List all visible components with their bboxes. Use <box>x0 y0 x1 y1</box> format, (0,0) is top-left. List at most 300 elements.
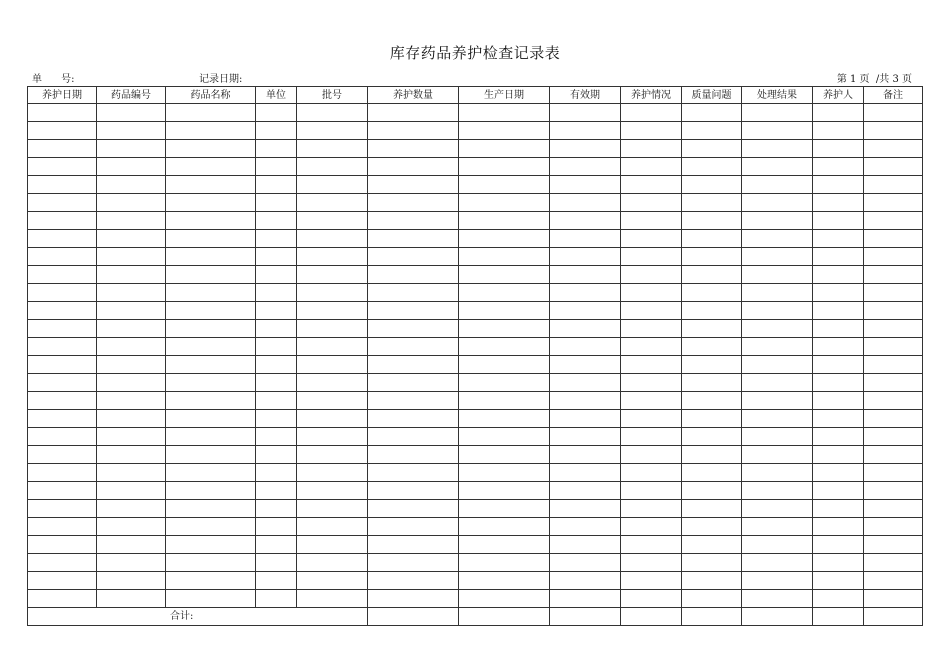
table-cell[interactable] <box>813 572 864 590</box>
table-cell[interactable] <box>97 554 166 572</box>
table-cell[interactable] <box>813 536 864 554</box>
table-cell[interactable] <box>166 140 256 158</box>
table-cell[interactable] <box>864 572 923 590</box>
table-cell[interactable] <box>256 176 297 194</box>
table-cell[interactable] <box>256 320 297 338</box>
table-cell[interactable] <box>459 446 550 464</box>
table-cell[interactable] <box>813 464 864 482</box>
table-cell[interactable] <box>256 140 297 158</box>
table-cell[interactable] <box>166 374 256 392</box>
table-cell[interactable] <box>864 536 923 554</box>
table-cell[interactable] <box>682 428 742 446</box>
table-cell[interactable] <box>28 410 97 428</box>
table-cell[interactable] <box>297 590 368 608</box>
table-cell[interactable] <box>297 140 368 158</box>
table-cell[interactable] <box>742 320 813 338</box>
table-cell[interactable] <box>368 122 459 140</box>
table-cell[interactable] <box>297 194 368 212</box>
table-cell[interactable] <box>256 302 297 320</box>
table-cell[interactable] <box>256 392 297 410</box>
table-cell[interactable] <box>813 212 864 230</box>
table-cell[interactable] <box>813 374 864 392</box>
total-cell[interactable] <box>682 608 742 626</box>
table-cell[interactable] <box>256 284 297 302</box>
table-cell[interactable] <box>813 248 864 266</box>
table-cell[interactable] <box>28 158 97 176</box>
table-cell[interactable] <box>550 356 621 374</box>
table-cell[interactable] <box>256 428 297 446</box>
table-cell[interactable] <box>28 176 97 194</box>
table-cell[interactable] <box>682 536 742 554</box>
table-cell[interactable] <box>459 392 550 410</box>
table-cell[interactable] <box>297 266 368 284</box>
total-cell[interactable] <box>742 608 813 626</box>
table-cell[interactable] <box>864 500 923 518</box>
table-cell[interactable] <box>813 500 864 518</box>
table-cell[interactable] <box>166 338 256 356</box>
table-cell[interactable] <box>621 590 682 608</box>
table-cell[interactable] <box>297 230 368 248</box>
table-cell[interactable] <box>28 122 97 140</box>
table-cell[interactable] <box>297 158 368 176</box>
table-cell[interactable] <box>550 446 621 464</box>
table-cell[interactable] <box>550 320 621 338</box>
table-cell[interactable] <box>166 446 256 464</box>
table-cell[interactable] <box>297 320 368 338</box>
table-cell[interactable] <box>550 248 621 266</box>
table-cell[interactable] <box>97 320 166 338</box>
table-cell[interactable] <box>459 482 550 500</box>
table-cell[interactable] <box>97 482 166 500</box>
table-cell[interactable] <box>550 158 621 176</box>
table-cell[interactable] <box>28 518 97 536</box>
table-cell[interactable] <box>97 284 166 302</box>
table-cell[interactable] <box>256 356 297 374</box>
table-cell[interactable] <box>97 518 166 536</box>
table-cell[interactable] <box>864 320 923 338</box>
table-cell[interactable] <box>550 590 621 608</box>
table-cell[interactable] <box>297 302 368 320</box>
table-cell[interactable] <box>297 500 368 518</box>
table-cell[interactable] <box>682 230 742 248</box>
table-cell[interactable] <box>368 590 459 608</box>
table-cell[interactable] <box>742 374 813 392</box>
table-cell[interactable] <box>97 158 166 176</box>
table-cell[interactable] <box>621 500 682 518</box>
table-cell[interactable] <box>368 338 459 356</box>
table-cell[interactable] <box>256 122 297 140</box>
table-cell[interactable] <box>256 590 297 608</box>
table-cell[interactable] <box>864 554 923 572</box>
table-cell[interactable] <box>550 338 621 356</box>
total-cell[interactable] <box>459 608 550 626</box>
table-cell[interactable] <box>550 140 621 158</box>
table-cell[interactable] <box>166 500 256 518</box>
table-cell[interactable] <box>864 338 923 356</box>
table-cell[interactable] <box>742 248 813 266</box>
table-cell[interactable] <box>682 212 742 230</box>
table-cell[interactable] <box>621 122 682 140</box>
table-cell[interactable] <box>459 140 550 158</box>
table-cell[interactable] <box>621 104 682 122</box>
table-cell[interactable] <box>28 464 97 482</box>
table-cell[interactable] <box>864 194 923 212</box>
table-cell[interactable] <box>742 104 813 122</box>
table-cell[interactable] <box>682 248 742 266</box>
table-cell[interactable] <box>813 482 864 500</box>
table-cell[interactable] <box>682 572 742 590</box>
table-cell[interactable] <box>166 194 256 212</box>
table-cell[interactable] <box>550 500 621 518</box>
table-cell[interactable] <box>97 212 166 230</box>
table-cell[interactable] <box>742 338 813 356</box>
table-cell[interactable] <box>682 500 742 518</box>
table-cell[interactable] <box>368 410 459 428</box>
table-cell[interactable] <box>682 284 742 302</box>
table-cell[interactable] <box>742 446 813 464</box>
table-cell[interactable] <box>813 392 864 410</box>
table-cell[interactable] <box>28 374 97 392</box>
table-cell[interactable] <box>256 464 297 482</box>
table-cell[interactable] <box>682 518 742 536</box>
table-cell[interactable] <box>166 392 256 410</box>
table-cell[interactable] <box>550 104 621 122</box>
table-cell[interactable] <box>621 302 682 320</box>
table-cell[interactable] <box>97 140 166 158</box>
table-cell[interactable] <box>550 572 621 590</box>
table-cell[interactable] <box>682 554 742 572</box>
table-cell[interactable] <box>742 158 813 176</box>
table-cell[interactable] <box>459 410 550 428</box>
table-cell[interactable] <box>813 356 864 374</box>
table-cell[interactable] <box>459 500 550 518</box>
table-cell[interactable] <box>28 392 97 410</box>
table-cell[interactable] <box>621 482 682 500</box>
table-cell[interactable] <box>97 356 166 374</box>
table-cell[interactable] <box>864 284 923 302</box>
table-cell[interactable] <box>256 446 297 464</box>
table-cell[interactable] <box>621 284 682 302</box>
table-cell[interactable] <box>28 446 97 464</box>
table-cell[interactable] <box>297 176 368 194</box>
table-cell[interactable] <box>813 104 864 122</box>
table-cell[interactable] <box>256 572 297 590</box>
table-cell[interactable] <box>256 194 297 212</box>
table-cell[interactable] <box>864 482 923 500</box>
table-cell[interactable] <box>368 428 459 446</box>
table-cell[interactable] <box>813 446 864 464</box>
table-cell[interactable] <box>459 212 550 230</box>
table-cell[interactable] <box>742 284 813 302</box>
table-cell[interactable] <box>459 122 550 140</box>
table-cell[interactable] <box>459 590 550 608</box>
table-cell[interactable] <box>368 266 459 284</box>
table-cell[interactable] <box>621 266 682 284</box>
table-cell[interactable] <box>97 302 166 320</box>
table-cell[interactable] <box>459 320 550 338</box>
table-cell[interactable] <box>621 230 682 248</box>
table-cell[interactable] <box>97 122 166 140</box>
table-cell[interactable] <box>166 572 256 590</box>
table-cell[interactable] <box>368 500 459 518</box>
table-cell[interactable] <box>297 572 368 590</box>
table-cell[interactable] <box>813 428 864 446</box>
table-cell[interactable] <box>742 266 813 284</box>
table-cell[interactable] <box>28 338 97 356</box>
table-cell[interactable] <box>742 410 813 428</box>
total-cell[interactable] <box>864 608 923 626</box>
table-cell[interactable] <box>621 374 682 392</box>
table-cell[interactable] <box>621 194 682 212</box>
table-cell[interactable] <box>621 212 682 230</box>
table-cell[interactable] <box>166 356 256 374</box>
table-cell[interactable] <box>742 518 813 536</box>
table-cell[interactable] <box>864 392 923 410</box>
table-cell[interactable] <box>864 302 923 320</box>
table-cell[interactable] <box>742 554 813 572</box>
table-cell[interactable] <box>621 392 682 410</box>
table-cell[interactable] <box>166 266 256 284</box>
table-cell[interactable] <box>28 482 97 500</box>
table-cell[interactable] <box>459 554 550 572</box>
table-cell[interactable] <box>256 554 297 572</box>
table-cell[interactable] <box>550 212 621 230</box>
table-cell[interactable] <box>550 554 621 572</box>
table-cell[interactable] <box>297 356 368 374</box>
table-cell[interactable] <box>742 482 813 500</box>
table-cell[interactable] <box>813 518 864 536</box>
total-cell[interactable] <box>621 608 682 626</box>
table-cell[interactable] <box>368 374 459 392</box>
table-cell[interactable] <box>742 572 813 590</box>
table-cell[interactable] <box>256 482 297 500</box>
table-cell[interactable] <box>459 464 550 482</box>
table-cell[interactable] <box>368 482 459 500</box>
table-cell[interactable] <box>621 536 682 554</box>
table-cell[interactable] <box>368 194 459 212</box>
table-cell[interactable] <box>368 248 459 266</box>
table-cell[interactable] <box>28 320 97 338</box>
table-cell[interactable] <box>550 230 621 248</box>
table-cell[interactable] <box>297 410 368 428</box>
table-cell[interactable] <box>742 500 813 518</box>
table-cell[interactable] <box>166 518 256 536</box>
table-cell[interactable] <box>28 428 97 446</box>
table-cell[interactable] <box>813 140 864 158</box>
table-cell[interactable] <box>166 590 256 608</box>
table-cell[interactable] <box>368 158 459 176</box>
table-cell[interactable] <box>297 464 368 482</box>
table-cell[interactable] <box>368 536 459 554</box>
table-cell[interactable] <box>621 356 682 374</box>
table-cell[interactable] <box>813 590 864 608</box>
table-cell[interactable] <box>813 284 864 302</box>
table-cell[interactable] <box>459 158 550 176</box>
table-cell[interactable] <box>682 194 742 212</box>
table-cell[interactable] <box>368 320 459 338</box>
table-cell[interactable] <box>550 518 621 536</box>
table-cell[interactable] <box>621 158 682 176</box>
table-cell[interactable] <box>621 428 682 446</box>
table-cell[interactable] <box>550 194 621 212</box>
table-cell[interactable] <box>459 302 550 320</box>
table-cell[interactable] <box>28 572 97 590</box>
table-cell[interactable] <box>256 158 297 176</box>
table-cell[interactable] <box>813 266 864 284</box>
table-cell[interactable] <box>682 302 742 320</box>
table-cell[interactable] <box>682 356 742 374</box>
table-cell[interactable] <box>550 482 621 500</box>
table-cell[interactable] <box>682 122 742 140</box>
table-cell[interactable] <box>864 230 923 248</box>
table-cell[interactable] <box>297 248 368 266</box>
table-cell[interactable] <box>864 158 923 176</box>
table-cell[interactable] <box>256 212 297 230</box>
table-cell[interactable] <box>297 338 368 356</box>
table-cell[interactable] <box>368 104 459 122</box>
table-cell[interactable] <box>368 392 459 410</box>
table-cell[interactable] <box>742 590 813 608</box>
table-cell[interactable] <box>97 266 166 284</box>
table-cell[interactable] <box>28 140 97 158</box>
table-cell[interactable] <box>166 320 256 338</box>
table-cell[interactable] <box>864 428 923 446</box>
table-cell[interactable] <box>864 446 923 464</box>
table-cell[interactable] <box>813 302 864 320</box>
table-cell[interactable] <box>864 518 923 536</box>
table-cell[interactable] <box>97 230 166 248</box>
table-cell[interactable] <box>166 464 256 482</box>
table-cell[interactable] <box>166 410 256 428</box>
table-cell[interactable] <box>459 230 550 248</box>
table-cell[interactable] <box>368 356 459 374</box>
table-cell[interactable] <box>864 410 923 428</box>
table-cell[interactable] <box>621 518 682 536</box>
table-cell[interactable] <box>459 194 550 212</box>
table-cell[interactable] <box>742 212 813 230</box>
table-cell[interactable] <box>550 122 621 140</box>
table-cell[interactable] <box>297 104 368 122</box>
table-cell[interactable] <box>256 410 297 428</box>
table-cell[interactable] <box>682 446 742 464</box>
table-cell[interactable] <box>97 428 166 446</box>
table-cell[interactable] <box>166 428 256 446</box>
table-cell[interactable] <box>742 536 813 554</box>
table-cell[interactable] <box>459 536 550 554</box>
table-cell[interactable] <box>97 392 166 410</box>
table-cell[interactable] <box>459 104 550 122</box>
table-cell[interactable] <box>864 248 923 266</box>
table-cell[interactable] <box>459 338 550 356</box>
table-cell[interactable] <box>550 464 621 482</box>
table-cell[interactable] <box>864 104 923 122</box>
table-cell[interactable] <box>97 194 166 212</box>
table-cell[interactable] <box>28 212 97 230</box>
table-cell[interactable] <box>256 230 297 248</box>
table-cell[interactable] <box>97 248 166 266</box>
table-cell[interactable] <box>459 284 550 302</box>
table-cell[interactable] <box>621 410 682 428</box>
table-cell[interactable] <box>682 266 742 284</box>
table-cell[interactable] <box>813 194 864 212</box>
table-cell[interactable] <box>459 248 550 266</box>
table-cell[interactable] <box>742 176 813 194</box>
table-cell[interactable] <box>256 374 297 392</box>
table-cell[interactable] <box>621 176 682 194</box>
table-cell[interactable] <box>368 518 459 536</box>
table-cell[interactable] <box>166 104 256 122</box>
table-cell[interactable] <box>682 374 742 392</box>
table-cell[interactable] <box>550 176 621 194</box>
table-cell[interactable] <box>864 140 923 158</box>
table-cell[interactable] <box>297 536 368 554</box>
table-cell[interactable] <box>682 482 742 500</box>
table-cell[interactable] <box>256 104 297 122</box>
table-cell[interactable] <box>166 302 256 320</box>
table-cell[interactable] <box>813 176 864 194</box>
total-cell[interactable] <box>813 608 864 626</box>
table-cell[interactable] <box>682 410 742 428</box>
table-cell[interactable] <box>864 212 923 230</box>
table-cell[interactable] <box>166 158 256 176</box>
table-cell[interactable] <box>742 194 813 212</box>
table-cell[interactable] <box>682 590 742 608</box>
table-cell[interactable] <box>97 536 166 554</box>
table-cell[interactable] <box>742 356 813 374</box>
table-cell[interactable] <box>297 482 368 500</box>
table-cell[interactable] <box>297 212 368 230</box>
table-cell[interactable] <box>682 392 742 410</box>
table-cell[interactable] <box>742 140 813 158</box>
table-cell[interactable] <box>256 248 297 266</box>
table-cell[interactable] <box>97 374 166 392</box>
table-cell[interactable] <box>97 104 166 122</box>
table-cell[interactable] <box>459 266 550 284</box>
table-cell[interactable] <box>742 464 813 482</box>
table-cell[interactable] <box>256 338 297 356</box>
table-cell[interactable] <box>166 536 256 554</box>
table-cell[interactable] <box>97 410 166 428</box>
table-cell[interactable] <box>368 212 459 230</box>
table-cell[interactable] <box>256 536 297 554</box>
table-cell[interactable] <box>682 320 742 338</box>
table-cell[interactable] <box>297 428 368 446</box>
table-cell[interactable] <box>166 248 256 266</box>
table-cell[interactable] <box>28 554 97 572</box>
table-cell[interactable] <box>813 554 864 572</box>
table-cell[interactable] <box>813 230 864 248</box>
table-cell[interactable] <box>97 572 166 590</box>
table-cell[interactable] <box>621 572 682 590</box>
table-cell[interactable] <box>864 176 923 194</box>
table-cell[interactable] <box>97 338 166 356</box>
table-cell[interactable] <box>28 302 97 320</box>
table-cell[interactable] <box>550 302 621 320</box>
table-cell[interactable] <box>28 536 97 554</box>
table-cell[interactable] <box>682 338 742 356</box>
table-cell[interactable] <box>621 248 682 266</box>
table-cell[interactable] <box>550 266 621 284</box>
table-cell[interactable] <box>297 122 368 140</box>
table-cell[interactable] <box>621 140 682 158</box>
table-cell[interactable] <box>682 176 742 194</box>
table-cell[interactable] <box>297 392 368 410</box>
table-cell[interactable] <box>550 428 621 446</box>
table-cell[interactable] <box>550 536 621 554</box>
table-cell[interactable] <box>368 140 459 158</box>
table-cell[interactable] <box>813 122 864 140</box>
table-cell[interactable] <box>28 248 97 266</box>
